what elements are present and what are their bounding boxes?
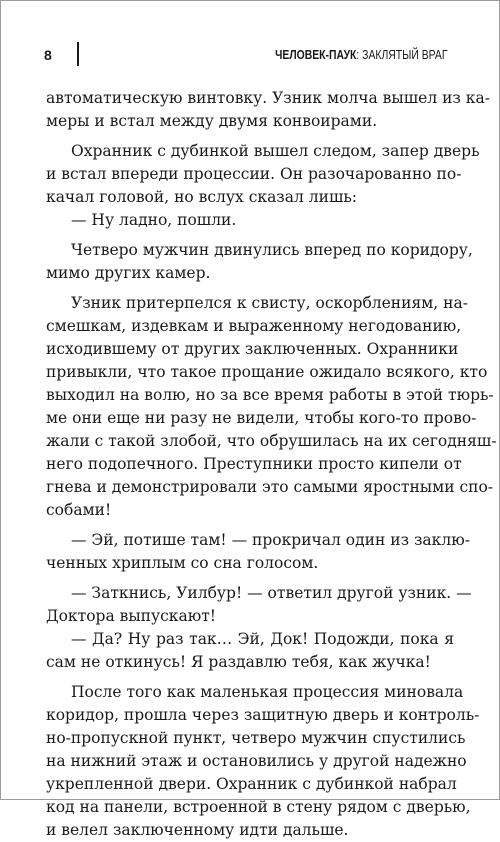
text-line: После того как маленькая процессия миновала bbox=[71, 683, 464, 701]
text-line: исходившему от других заключенных. Охранники bbox=[46, 340, 459, 358]
text-line: и встал впереди процессии. Он разочарованно по- bbox=[46, 165, 462, 183]
text-line: но-пропускной пункт, четверо мужчин спустились bbox=[46, 729, 466, 747]
text-line: Узник притерпелся к свисту, оскорблениям, на- bbox=[71, 294, 468, 312]
text-line: гнева и демонстрировали это самыми яростными спо- bbox=[46, 478, 494, 496]
book-title: ЧЕЛОВЕК-ПАУК bbox=[274, 47, 356, 62]
text-line: код на панели, встроенной в стену рядом с дверью, bbox=[46, 798, 471, 816]
title-separator: : bbox=[355, 47, 359, 62]
text-line: — Эй, потише там! — прокричал один из заклю- bbox=[71, 531, 470, 549]
text-line: — Заткнись, Уилбур! — ответил другой узник. — bbox=[71, 584, 472, 602]
text-line: выходил на волю, но за все время работы в этой тюрь- bbox=[46, 386, 494, 404]
text-line: сам не откинусь! Я раздавлю тебя, как жучка! bbox=[46, 653, 431, 671]
text-line: жали с такой злобой, что обрушилась на их сегодняш- bbox=[46, 432, 497, 450]
text-line: автоматическую винтовку. Узник молча вышел из ка- bbox=[46, 89, 490, 107]
text-line: Охранник с дубинкой вышел следом, запер дверь bbox=[71, 142, 480, 160]
text-line: — Да? Ну раз так… Эй, Док! Подожди, пока я bbox=[71, 630, 454, 648]
text-line: привыкли, что такое прощание ожидало всякого, кто bbox=[46, 363, 488, 381]
body-text bbox=[46, 87, 497, 842]
text-line: мимо других камер. bbox=[46, 264, 211, 282]
page-number: 8 bbox=[44, 47, 52, 63]
text-line: ме они еще ни разу не видели, чтобы кого-то прово- bbox=[46, 409, 477, 427]
book-subtitle: ЗАКЛЯТЫЙ ВРАГ bbox=[358, 47, 447, 62]
text-line: укрепленной двери. Охранник с дубинкой набрал bbox=[46, 775, 457, 793]
page-header bbox=[44, 42, 447, 68]
text-line: смешкам, издевкам и выраженному негодованию, bbox=[46, 317, 462, 335]
text-line: — Ну ладно, пошли. bbox=[71, 211, 237, 229]
text-line: ченных хриплым со сна голосом. bbox=[46, 554, 319, 572]
text-line: на нижний этаж и остановились у другой надежно bbox=[46, 752, 467, 770]
text-line: и велел заключенному идти дальше. bbox=[46, 821, 349, 839]
text-line: собами! bbox=[46, 501, 112, 519]
text-line: Четверо мужчин двинулись вперед по коридору, bbox=[71, 241, 473, 259]
text-line: него подопечного. Преступники просто кипели от bbox=[46, 455, 462, 473]
text-line: качал головой, но вслух сказал лишь: bbox=[46, 188, 358, 206]
header-divider bbox=[77, 42, 79, 66]
text-line: меры и встал между двумя конвоирами. bbox=[46, 112, 378, 130]
text-line: коридор, прошла через защитную дверь и контроль- bbox=[46, 706, 480, 724]
text-line: Доктора выпускают! bbox=[46, 607, 217, 625]
running-head bbox=[275, 47, 447, 63]
